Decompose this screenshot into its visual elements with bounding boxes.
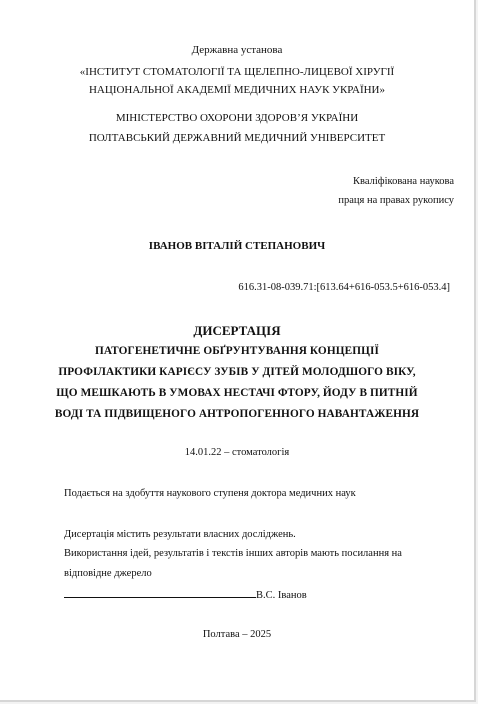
- originality-statement: Дисертація містить результати власних досліджень.: [64, 529, 296, 540]
- thesis-title-line3: ЩО МЕШКАЮТЬ В УМОВАХ НЕСТАЧІ ФТОРУ, ЙОДУ В ПИТНІЙ: [56, 387, 418, 399]
- signature-line: [64, 588, 256, 598]
- citation-statement-line2: відповідне джерело: [64, 568, 152, 579]
- place-and-year: Полтава – 2025: [202, 629, 272, 640]
- ministry-name: МІНІСТЕРСТВО ОХОРОНИ ЗДОРОВ’Я УКРАЇНИ: [115, 112, 359, 124]
- degree-statement: Подається на здобуття наукового ступеня доктора медичних наук: [64, 488, 356, 499]
- thesis-title-line1: ПАТОГЕНЕТИЧНЕ ОБҐРУНТУВАННЯ КОНЦЕПЦІЇ: [95, 345, 379, 357]
- dissertation-heading: ДИСЕРТАЦІЯ: [193, 323, 281, 338]
- institute-name-line2: НАЦІОНАЛЬНОЇ АКАДЕМІЇ МЕДИЧНИХ НАУК УКРАЇНИ»: [88, 84, 385, 96]
- thesis-title-line4: ВОДІ ТА ПІДВИЩЕНОГО АНТРОПОГЕННОГО НАВАНТАЖЕННЯ: [54, 408, 420, 420]
- signature-block: [64, 588, 307, 601]
- signature-name: В.С. Іванов: [256, 590, 307, 601]
- status-line1: Кваліфікована наукова: [353, 176, 454, 187]
- university-name: ПОЛТАВСЬКИЙ ДЕРЖАВНИЙ МЕДИЧНИЙ УНІВЕРСИТЕТ: [88, 132, 386, 144]
- citation-statement-line1: Використання ідей, результатів і текстів інших авторів мають посилання на: [64, 548, 402, 559]
- author-name: ІВАНОВ ВІТАЛІЙ СТЕПАНОВИЧ: [148, 240, 326, 252]
- thesis-title-line2: ПРОФІЛАКТИКИ КАРІЄСУ ЗУБІВ У ДІТЕЙ МОЛОДШОГО ВІКУ,: [58, 366, 416, 378]
- institute-name-line1: «ІНСТИТУТ СТОМАТОЛОГІЇ ТА ЩЕЛЕПНО-ЛИЦЕВОЇ ХІРУГІЇ: [79, 66, 395, 78]
- status-line2: праця на правах рукопису: [338, 195, 454, 206]
- institution-type: Державна установа: [191, 44, 283, 56]
- udc-code: 616.31-08-039.71:[613.64+616-053.5+616-053.4]: [238, 282, 450, 293]
- specialty: 14.01.22 – стоматологія: [184, 447, 290, 458]
